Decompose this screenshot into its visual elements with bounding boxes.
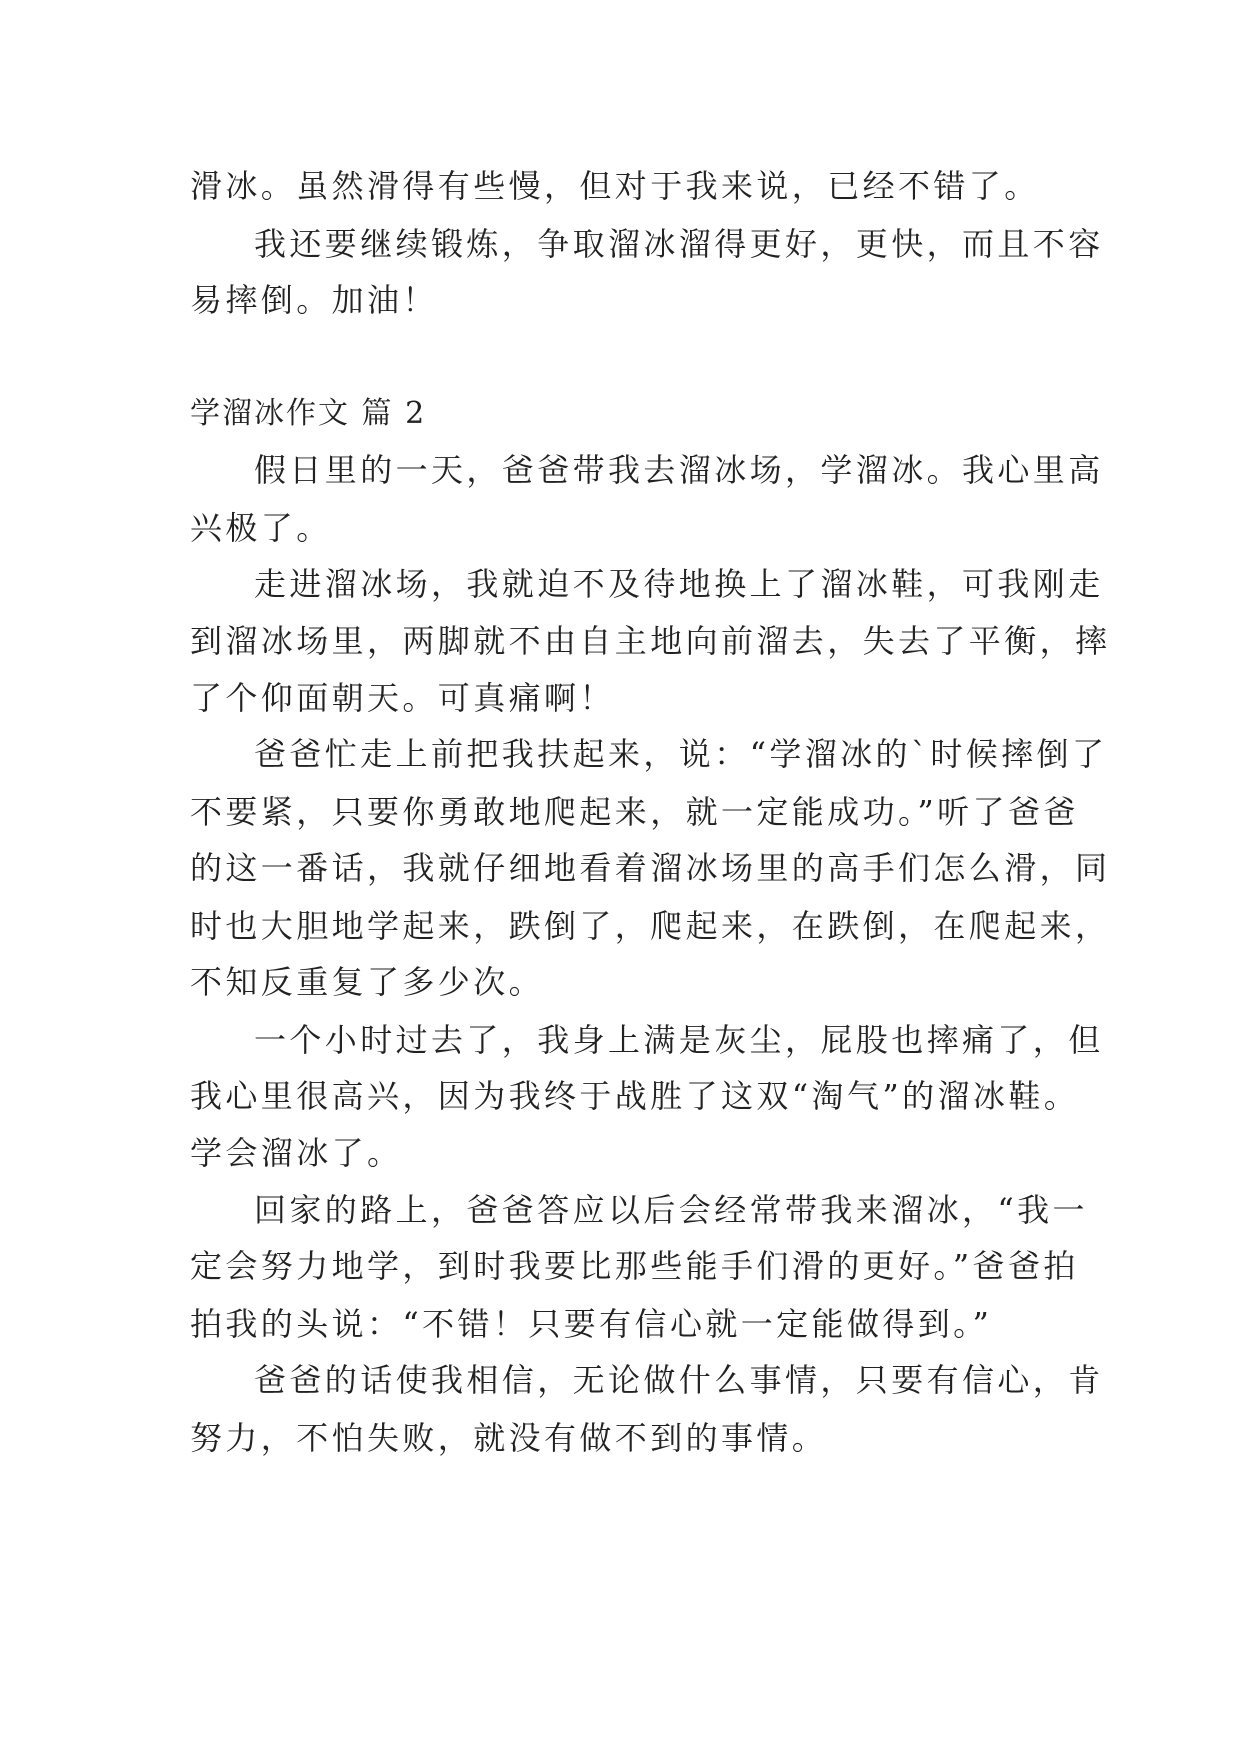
text-line: 的这一番话，我就仔细地看着溜冰场里的高手们怎么滑，同 — [190, 849, 1111, 887]
text-line: 易摔倒。加油！ — [190, 281, 438, 319]
text-line: 拍我的头说：“不错！只要有信心就一定能做得到。” — [190, 1305, 993, 1343]
text-line: 努力，不怕失败，就没有做不到的事情。 — [190, 1419, 828, 1457]
text-line: 走进溜冰场，我就迫不及待地换上了溜冰鞋，可我刚走 — [254, 565, 1104, 603]
text-line: 爸爸忙走上前把我扶起来，说：“学溜冰的`时候摔倒了 — [254, 735, 1108, 773]
text-line: 假日里的一天，爸爸带我去溜冰场，学溜冰。我心里高 — [254, 451, 1104, 489]
text-line: 我心里很高兴，因为我终于战胜了这双“淘气”的溜冰鞋。 — [190, 1077, 1080, 1115]
text-line: 滑冰。虽然滑得有些慢，但对于我来说，已经不错了。 — [190, 167, 1040, 205]
text-line: 不要紧，只要你勇敢地爬起来，就一定能成功。”听了爸爸 — [190, 793, 1079, 831]
text-line: 学会溜冰了。 — [190, 1134, 403, 1172]
text-line: 定会努力地学，到时我要比那些能手们滑的更好。”爸爸拍 — [190, 1247, 1079, 1285]
text-line: 不知反重复了多少次。 — [190, 963, 545, 1001]
section-heading: 学溜冰作文 篇 2 — [190, 396, 427, 431]
text-line: 了个仰面朝天。可真痛啊！ — [190, 679, 615, 717]
text-line: 时也大胆地学起来，跌倒了，爬起来，在跌倒，在爬起来， — [190, 907, 1111, 945]
text-line: 我还要继续锻炼，争取溜冰溜得更好，更快，而且不容 — [254, 225, 1104, 263]
text-line: 到溜冰场里，两脚就不由自主地向前溜去，失去了平衡，摔 — [190, 622, 1111, 660]
text-line: 回家的路上，爸爸答应以后会经常带我来溜冰，“我一 — [254, 1191, 1088, 1229]
text-line: 一个小时过去了，我身上满是灰尘，屁股也摔痛了，但 — [254, 1021, 1104, 1059]
text-line: 爸爸的话使我相信，无论做什么事情，只要有信心，肯 — [254, 1361, 1104, 1399]
text-line: 兴极了。 — [190, 509, 332, 547]
